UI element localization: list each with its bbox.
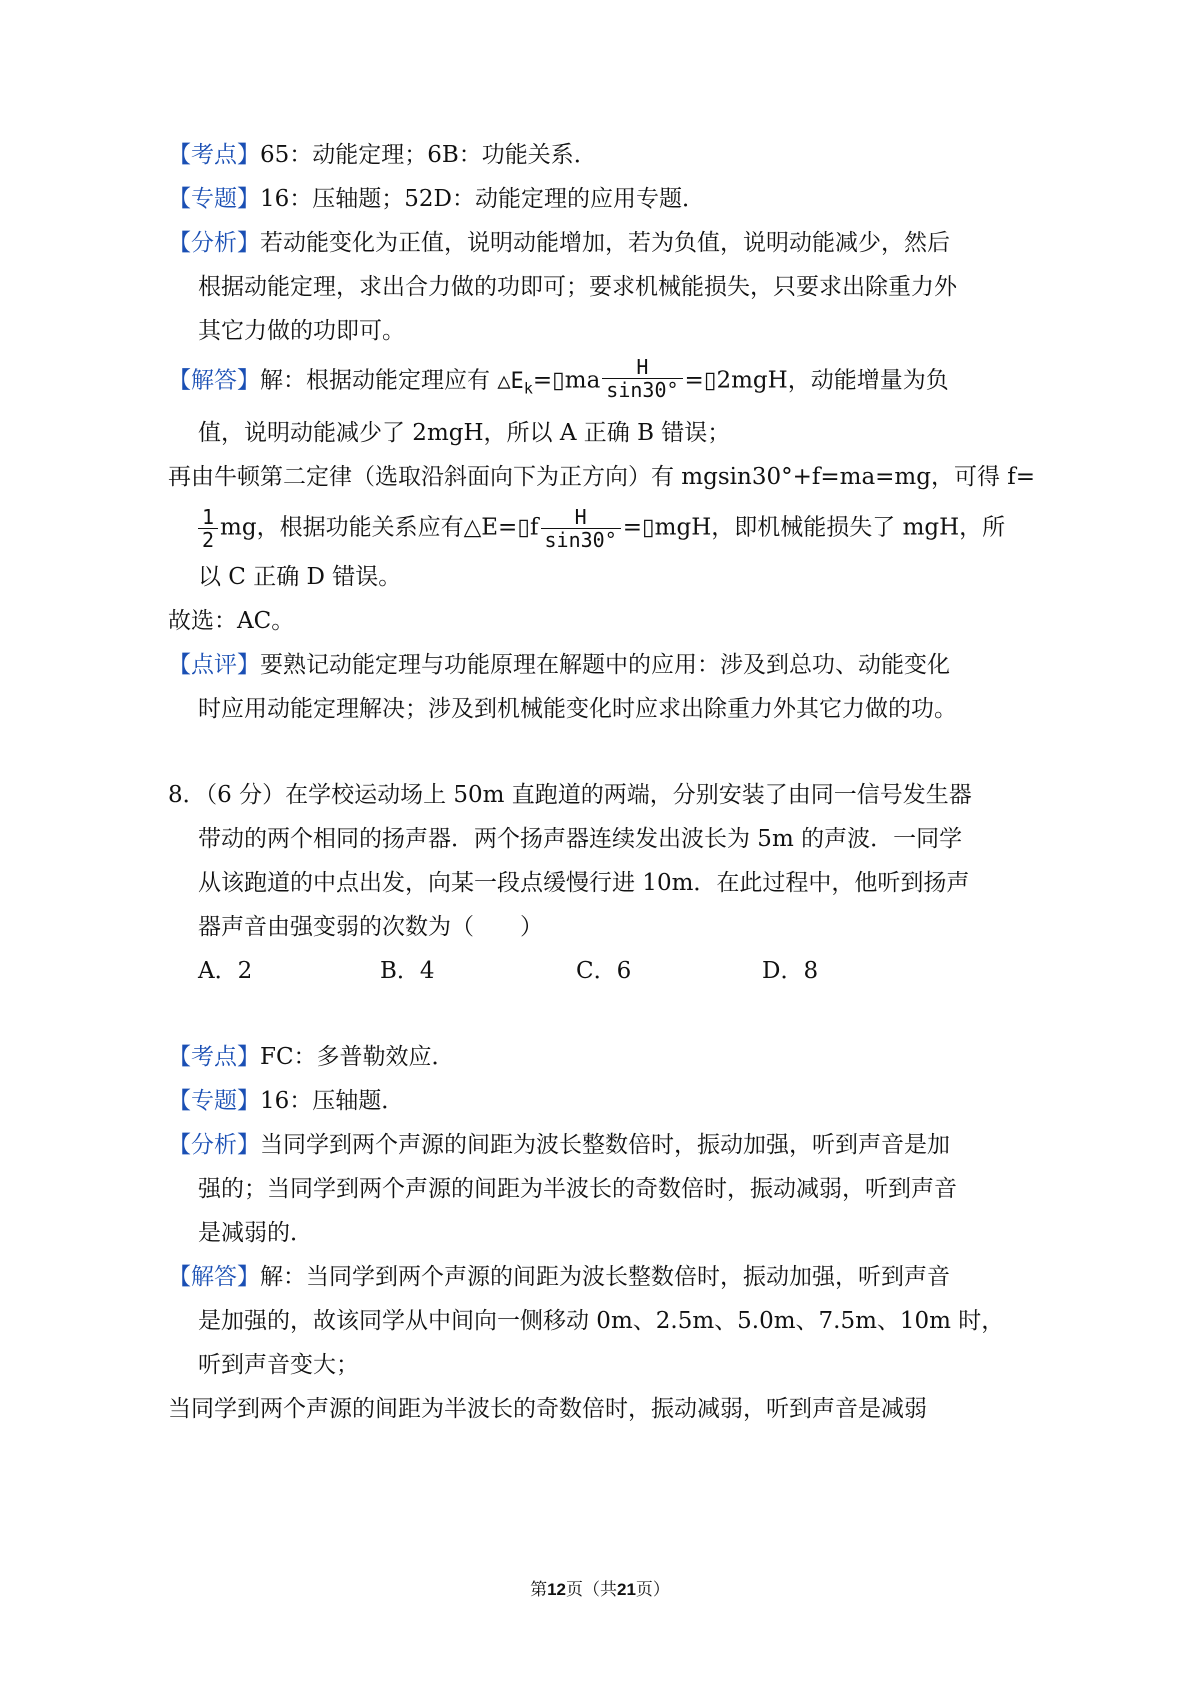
q8-question-line-3: 从该跑道的中点出发，向某一段点缓慢行进 10m．在此过程中，他听到扬声 (198, 870, 970, 896)
bracket-open: 【 (168, 1264, 191, 1290)
q7-jieda-line-6: 故选：AC。 (168, 608, 295, 634)
q7-fenxi-line-1 (168, 228, 950, 258)
footer-mid: 页（共 (566, 1580, 617, 1600)
bracket-open: 【 (168, 652, 191, 678)
footer-post: 页） (635, 1580, 670, 1600)
bracket-close: 】 (237, 142, 260, 168)
dianping-tag: 点评 (191, 652, 237, 678)
kaodian-tag: 考点 (191, 1044, 237, 1070)
dianping-text-1: 要熟记动能定理与功能原理在解题中的应用：涉及到总功、动能变化 (260, 652, 950, 678)
bracket-close: 】 (237, 186, 260, 212)
fraction-numerator: 1 (198, 506, 218, 529)
bracket-open: 【 (168, 186, 191, 212)
q7-jieda-line-2: 值，说明动能减少了 2mgH，所以 A 正确 B 错误； (198, 420, 731, 446)
fraction-numerator: H (602, 356, 682, 379)
q8-zhuanti-line (168, 1086, 404, 1116)
q7-kaodian-line (168, 140, 597, 170)
bracket-open: 【 (168, 142, 191, 168)
zhuanti-text: 16：压轴题；52D：动能定理的应用专题． (260, 186, 705, 212)
jieda-tag: 解答 (191, 367, 237, 394)
jieda-text-1: 解：根据动能定理应有 (260, 367, 490, 394)
q8-kaodian-line (168, 1042, 455, 1072)
bracket-open: 【 (168, 1044, 191, 1070)
q7-dianping-line-1 (168, 650, 950, 680)
kaodian-tag: 考点 (191, 142, 237, 168)
q7-fenxi-line-3: 其它力做的功即可。 (198, 318, 405, 344)
fenxi-text-1: 当同学到两个声源的间距为波长整数倍时，振动加强，听到声音是加 (260, 1132, 950, 1158)
bracket-open: 【 (168, 230, 191, 256)
fraction-numerator: H (541, 506, 621, 529)
q8-fenxi-line-2: 强的；当同学到两个声源的间距为半波长的奇数倍时，振动减弱，听到声音 (198, 1176, 957, 1202)
fenxi-tag: 分析 (191, 1132, 237, 1158)
q8-jieda-line-3: 听到声音变大； (198, 1352, 359, 1378)
bracket-close: 】 (237, 230, 260, 256)
eq-part-4: =▯mgH，即机械能损失了 mgH，所 (622, 514, 1006, 541)
bracket-close: 】 (237, 1132, 260, 1158)
kaodian-text: FC：多普勒效应． (260, 1044, 455, 1070)
q8-question-line-1: 8．（6 分）在学校运动场上 50m 直跑道的两端，分别安装了由同一信号发生器 (168, 782, 972, 808)
q7-jieda-line-1 (168, 355, 949, 403)
q8-question-line-2: 带动的两个相同的扬声器．两个扬声器连续发出波长为 5m 的声波．一同学 (198, 826, 963, 852)
eq-part-2: =▯2mgH，动能增量为负 (684, 367, 949, 394)
option-a: A．2 (198, 958, 253, 984)
q7-dianping-line-2: 时应用动能定理解决；涉及到机械能变化时应求出除重力外其它力做的功。 (198, 696, 957, 722)
fenxi-tag: 分析 (191, 230, 237, 256)
fraction-denominator: 2 (202, 528, 215, 552)
jieda-text-1: 解：当同学到两个声源的间距为波长整数倍时，振动加强，听到声音 (260, 1264, 950, 1290)
page-footer (0, 1578, 1200, 1602)
q7-jieda-line-4 (196, 506, 1005, 551)
q8-jieda-line-2: 是加强的，故该同学从中间向一侧移动 0m、2.5m、5.0m、7.5m、10m 时， (198, 1308, 1005, 1334)
q7-zhuanti-line (168, 184, 705, 214)
zhuanti-tag: 专题 (191, 1088, 237, 1114)
option-c: C．6 (576, 958, 632, 984)
option-d: D．8 (762, 958, 819, 984)
zhuanti-text: 16：压轴题． (260, 1088, 405, 1114)
eq-part-3: mg，根据功能关系应有△E=▯f (220, 514, 539, 541)
bracket-close: 】 (237, 1088, 260, 1114)
bracket-close: 】 (237, 1264, 260, 1290)
bracket-open: 【 (168, 367, 191, 394)
delta-e: △E (497, 368, 524, 394)
total-pages: 21 (617, 1580, 636, 1599)
fenxi-text-1: 若动能变化为正值，说明动能增加，若为负值，说明动能减少，然后 (260, 230, 950, 256)
bracket-close: 】 (237, 652, 260, 678)
eq-part-1: =▯ma (532, 367, 601, 394)
bracket-close: 】 (237, 1044, 260, 1070)
q7-jieda-line-5: 以 C 正确 D 错误。 (198, 564, 402, 590)
q8-fenxi-line-1 (168, 1130, 950, 1160)
option-b: B．4 (380, 958, 435, 984)
bracket-close: 】 (237, 367, 260, 394)
q7-fenxi-line-2: 根据动能定理，求出合力做的功即可；要求机械能损失，只要求出除重力外 (198, 274, 957, 300)
q8-jieda-line-4: 当同学到两个声源的间距为半波长的奇数倍时，振动减弱，听到声音是减弱 (168, 1396, 927, 1422)
footer-pre: 第 (530, 1580, 548, 1600)
fraction-denominator: sin30° (606, 378, 679, 402)
q8-question-line-4: 器声音由强变弱的次数为（ ） (198, 914, 543, 940)
delta-ek (497, 368, 533, 397)
sub-k: k (523, 378, 533, 397)
bracket-open: 【 (168, 1088, 191, 1114)
fraction-h-sin30-2 (541, 506, 621, 551)
q8-fenxi-line-3: 是减弱的． (198, 1220, 313, 1246)
q7-jieda-line-3: 再由牛顿第二定律（选取沿斜面向下为正方向）有 mgsin30°+f=ma=mg，可得 f= (168, 464, 1036, 490)
fraction-denominator: sin30° (544, 528, 617, 552)
jieda-tag: 解答 (191, 1264, 237, 1290)
bracket-open: 【 (168, 1132, 191, 1158)
fraction-h-sin30 (602, 356, 682, 401)
fraction-one-half (198, 506, 218, 551)
q8-jieda-line-1 (168, 1262, 950, 1292)
page-number: 12 (547, 1580, 566, 1599)
zhuanti-tag: 专题 (191, 186, 237, 212)
kaodian-text: 65：动能定理；6B：功能关系． (260, 142, 597, 168)
